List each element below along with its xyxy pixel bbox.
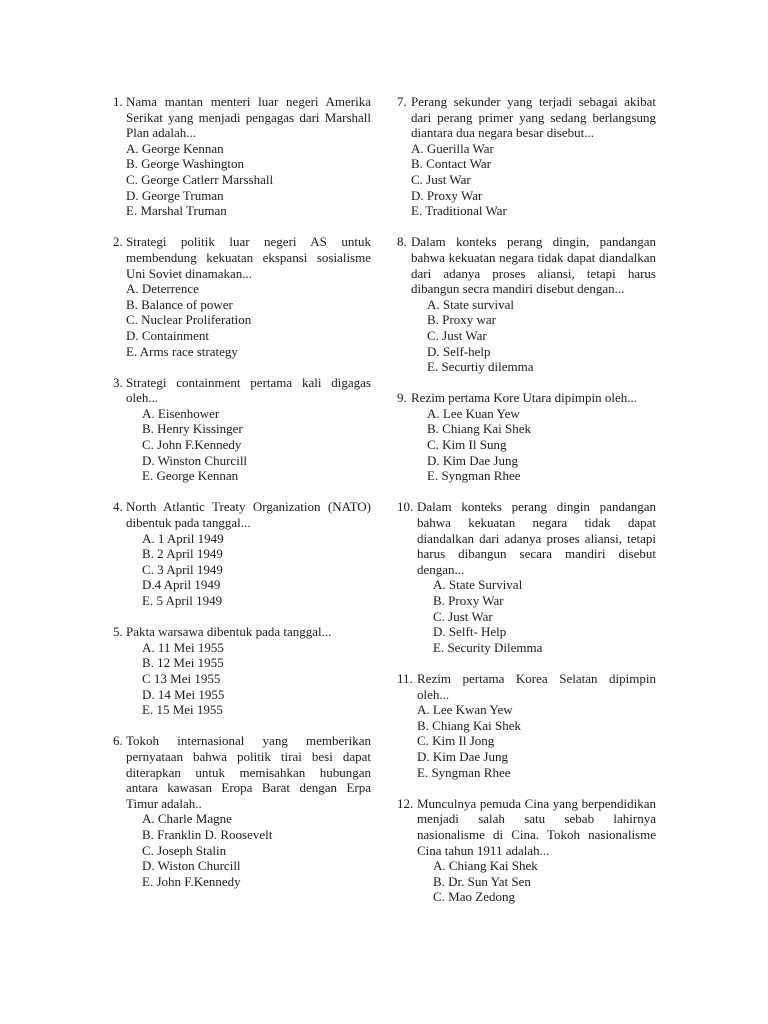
right-column: [397, 94, 656, 920]
question-number: 7.: [397, 94, 407, 109]
answer-options: [397, 577, 656, 655]
question-text: Rezim pertama Kore Utara dipimpin oleh...: [411, 390, 637, 406]
answer-option: C. Just War: [433, 608, 493, 624]
answer-options: [397, 297, 656, 375]
answer-option: E. Security Dilemma: [433, 639, 543, 655]
question-5: [113, 624, 371, 718]
answer-options: [113, 281, 371, 359]
answer-option: A. Deterrence: [126, 281, 199, 297]
answer-options: [113, 141, 371, 219]
question-number: 1.: [113, 94, 123, 109]
question-1: [113, 94, 371, 219]
question-text: North Atlantic Treaty Organization (NATO) dibentuk pada tanggal...: [126, 499, 371, 531]
answer-option: E. Securtiy dilemma: [427, 359, 534, 375]
question-3: [113, 375, 371, 484]
answer-option: A. Lee Kwan Yew: [417, 702, 513, 718]
answer-option: E. Syngman Rhee: [427, 468, 521, 484]
answer-option: C. Mao Zedong: [433, 889, 515, 905]
answer-option: D. Selft- Help: [433, 624, 507, 640]
answer-option: D. Self-help: [427, 343, 491, 359]
question-12: [397, 796, 656, 905]
answer-option: B. Balance of power: [126, 296, 233, 312]
question-4: [113, 499, 371, 608]
answer-option: E. Syngman Rhee: [417, 764, 511, 780]
answer-option: B. Franklin D. Roosevelt: [142, 826, 273, 842]
answer-option: E. George Kennan: [142, 468, 239, 484]
answer-option: B. Dr. Sun Yat Sen: [433, 873, 531, 889]
answer-option: D. George Truman: [126, 187, 224, 203]
answer-option: D.4 April 1949: [142, 577, 221, 593]
answer-options: [113, 811, 371, 889]
question-text: Nama mantan menteri luar negeri Amerika Serikat yang menjadi pengagas dari Marshall Plan adalah...: [126, 94, 371, 141]
answer-option: C. Kim Il Jong: [417, 733, 495, 749]
question-10: [397, 499, 656, 655]
question-number: 4.: [113, 499, 123, 515]
answer-option: A. 1 April 1949: [142, 530, 224, 546]
question-text: Strategi politik luar negeri AS untuk membendung kekuatan ekspansi sosialisme Uni Soviet dinamakan...: [126, 234, 371, 281]
answer-options: [397, 702, 656, 780]
answer-option: A. Eisenhower: [142, 405, 220, 421]
question-2: [113, 234, 371, 359]
answer-option: C. John F.Kennedy: [142, 437, 242, 453]
answer-option: D. Proxy War: [411, 187, 483, 203]
answer-option: B. Chiang Kai Shek: [427, 421, 531, 437]
answer-option: E. Traditional War: [411, 203, 507, 219]
question-number: 11.: [397, 670, 413, 686]
question-text: Dalam konteks perang dingin pandangan bahwa kekuatan negara tidak dapat diandalkan dari adanya proses aliansi, tetapi harus dibangun secara mandiri disebut dengan...: [417, 499, 656, 577]
answer-options: [397, 141, 656, 219]
answer-option: C. Joseph Stalin: [142, 842, 227, 858]
answer-option: C. Just War: [411, 171, 471, 187]
question-number: 2.: [113, 234, 123, 250]
question-text: Pakta warsawa dibentuk pada tanggal...: [126, 624, 332, 640]
answer-option: D. Kim Dae Jung: [427, 452, 518, 468]
question-number: 3.: [113, 374, 123, 390]
answer-option: B. Chiang Kai Shek: [417, 717, 521, 733]
answer-option: E. John F.Kennedy: [142, 873, 241, 889]
answer-option: A. Lee Kuan Yew: [427, 405, 520, 421]
question-text: Dalam konteks perang dingin, pandangan bahwa kekuatan negara tidak dapat diandalkan dari adanya proses aliansi, tetapi harus dibangun secra mandiri disebut dengan...: [411, 234, 656, 297]
answer-option: B. Proxy War: [433, 593, 504, 608]
answer-option: D. 14 Mei 1955: [142, 686, 225, 702]
answer-option: C. 3 April 1949: [142, 561, 223, 577]
answer-options: [397, 858, 656, 905]
answer-option: B. George Washington: [126, 156, 244, 172]
answer-option: C. Just War: [427, 327, 487, 343]
question-11: [397, 671, 656, 780]
answer-option: A. Chiang Kai Shek: [433, 858, 538, 874]
question-number: 5.: [113, 624, 123, 640]
question-text: Rezim pertama Korea Selatan dipimpin oleh...: [417, 670, 656, 702]
answer-option: B. 12 Mei 1955: [142, 655, 224, 671]
answer-option: A. Guerilla War: [411, 140, 494, 156]
answer-options: [397, 406, 656, 484]
answer-option: A. Charle Magne: [142, 811, 232, 827]
answer-option: A. George Kennan: [126, 140, 224, 156]
answer-option: A. State Survival: [433, 577, 523, 593]
answer-options: [113, 406, 371, 484]
question-6: [113, 733, 371, 889]
answer-option: B. Proxy war: [427, 312, 496, 328]
question-text: Perang sekunder yang terjadi sebagai akibat dari perang primer yang sedang berlangsung diantara dua negara besar disebut...: [411, 94, 656, 141]
answer-option: E. 5 April 1949: [142, 593, 223, 608]
question-text: Strategi containment pertama kali digagas oleh...: [126, 374, 371, 406]
question-text: Munculnya pemuda Cina yang berpendidikan menjadi salah satu sebab lahirnya nasionalisme di Cina. Tokoh nasionalisme Cina tahun 1911 adalah...: [417, 795, 656, 858]
question-text: Tokoh internasional yang memberikan pernyataan bahwa politik tirai besi dapat diterapkan untuk memisahkan hubungan antara kawasan Eropa Barat dengan Erpa Timur adalah..: [126, 733, 371, 811]
question-number: 6.: [113, 733, 123, 749]
answer-option: C. Nuclear Proliferation: [126, 312, 252, 328]
question-number: 8.: [397, 234, 407, 250]
answer-option: B. Contact War: [411, 156, 491, 172]
answer-option: D. Containment: [126, 327, 210, 343]
question-8: [397, 234, 656, 374]
answer-option: A. 11 Mei 1955: [142, 639, 224, 655]
answer-option: D. Kim Dae Jung: [417, 748, 508, 764]
question-number: 12.: [397, 795, 414, 811]
answer-options: [113, 531, 371, 609]
answer-option: C. Kim Il Sung: [427, 437, 507, 453]
answer-option: D. Wiston Churcill: [142, 858, 241, 874]
left-column: [113, 94, 371, 905]
answer-option: A. State survival: [427, 296, 515, 312]
answer-options: [113, 640, 371, 718]
answer-option: E. Marshal Truman: [126, 203, 227, 219]
answer-option: D. Winston Churcill: [142, 452, 248, 468]
answer-option: B. Henry Kissinger: [142, 421, 243, 437]
question-number: 9.: [397, 390, 407, 406]
question-9: [397, 390, 656, 484]
answer-option: C 13 Mei 1955: [142, 670, 221, 686]
answer-option: E. 15 Mei 1955: [142, 702, 223, 718]
answer-option: B. 2 April 1949: [142, 546, 223, 562]
answer-option: E. Arms race strategy: [126, 343, 238, 359]
question-7: [397, 94, 656, 219]
answer-option: C. George Catlerr Marsshall: [126, 171, 274, 187]
question-number: 10.: [397, 499, 414, 515]
